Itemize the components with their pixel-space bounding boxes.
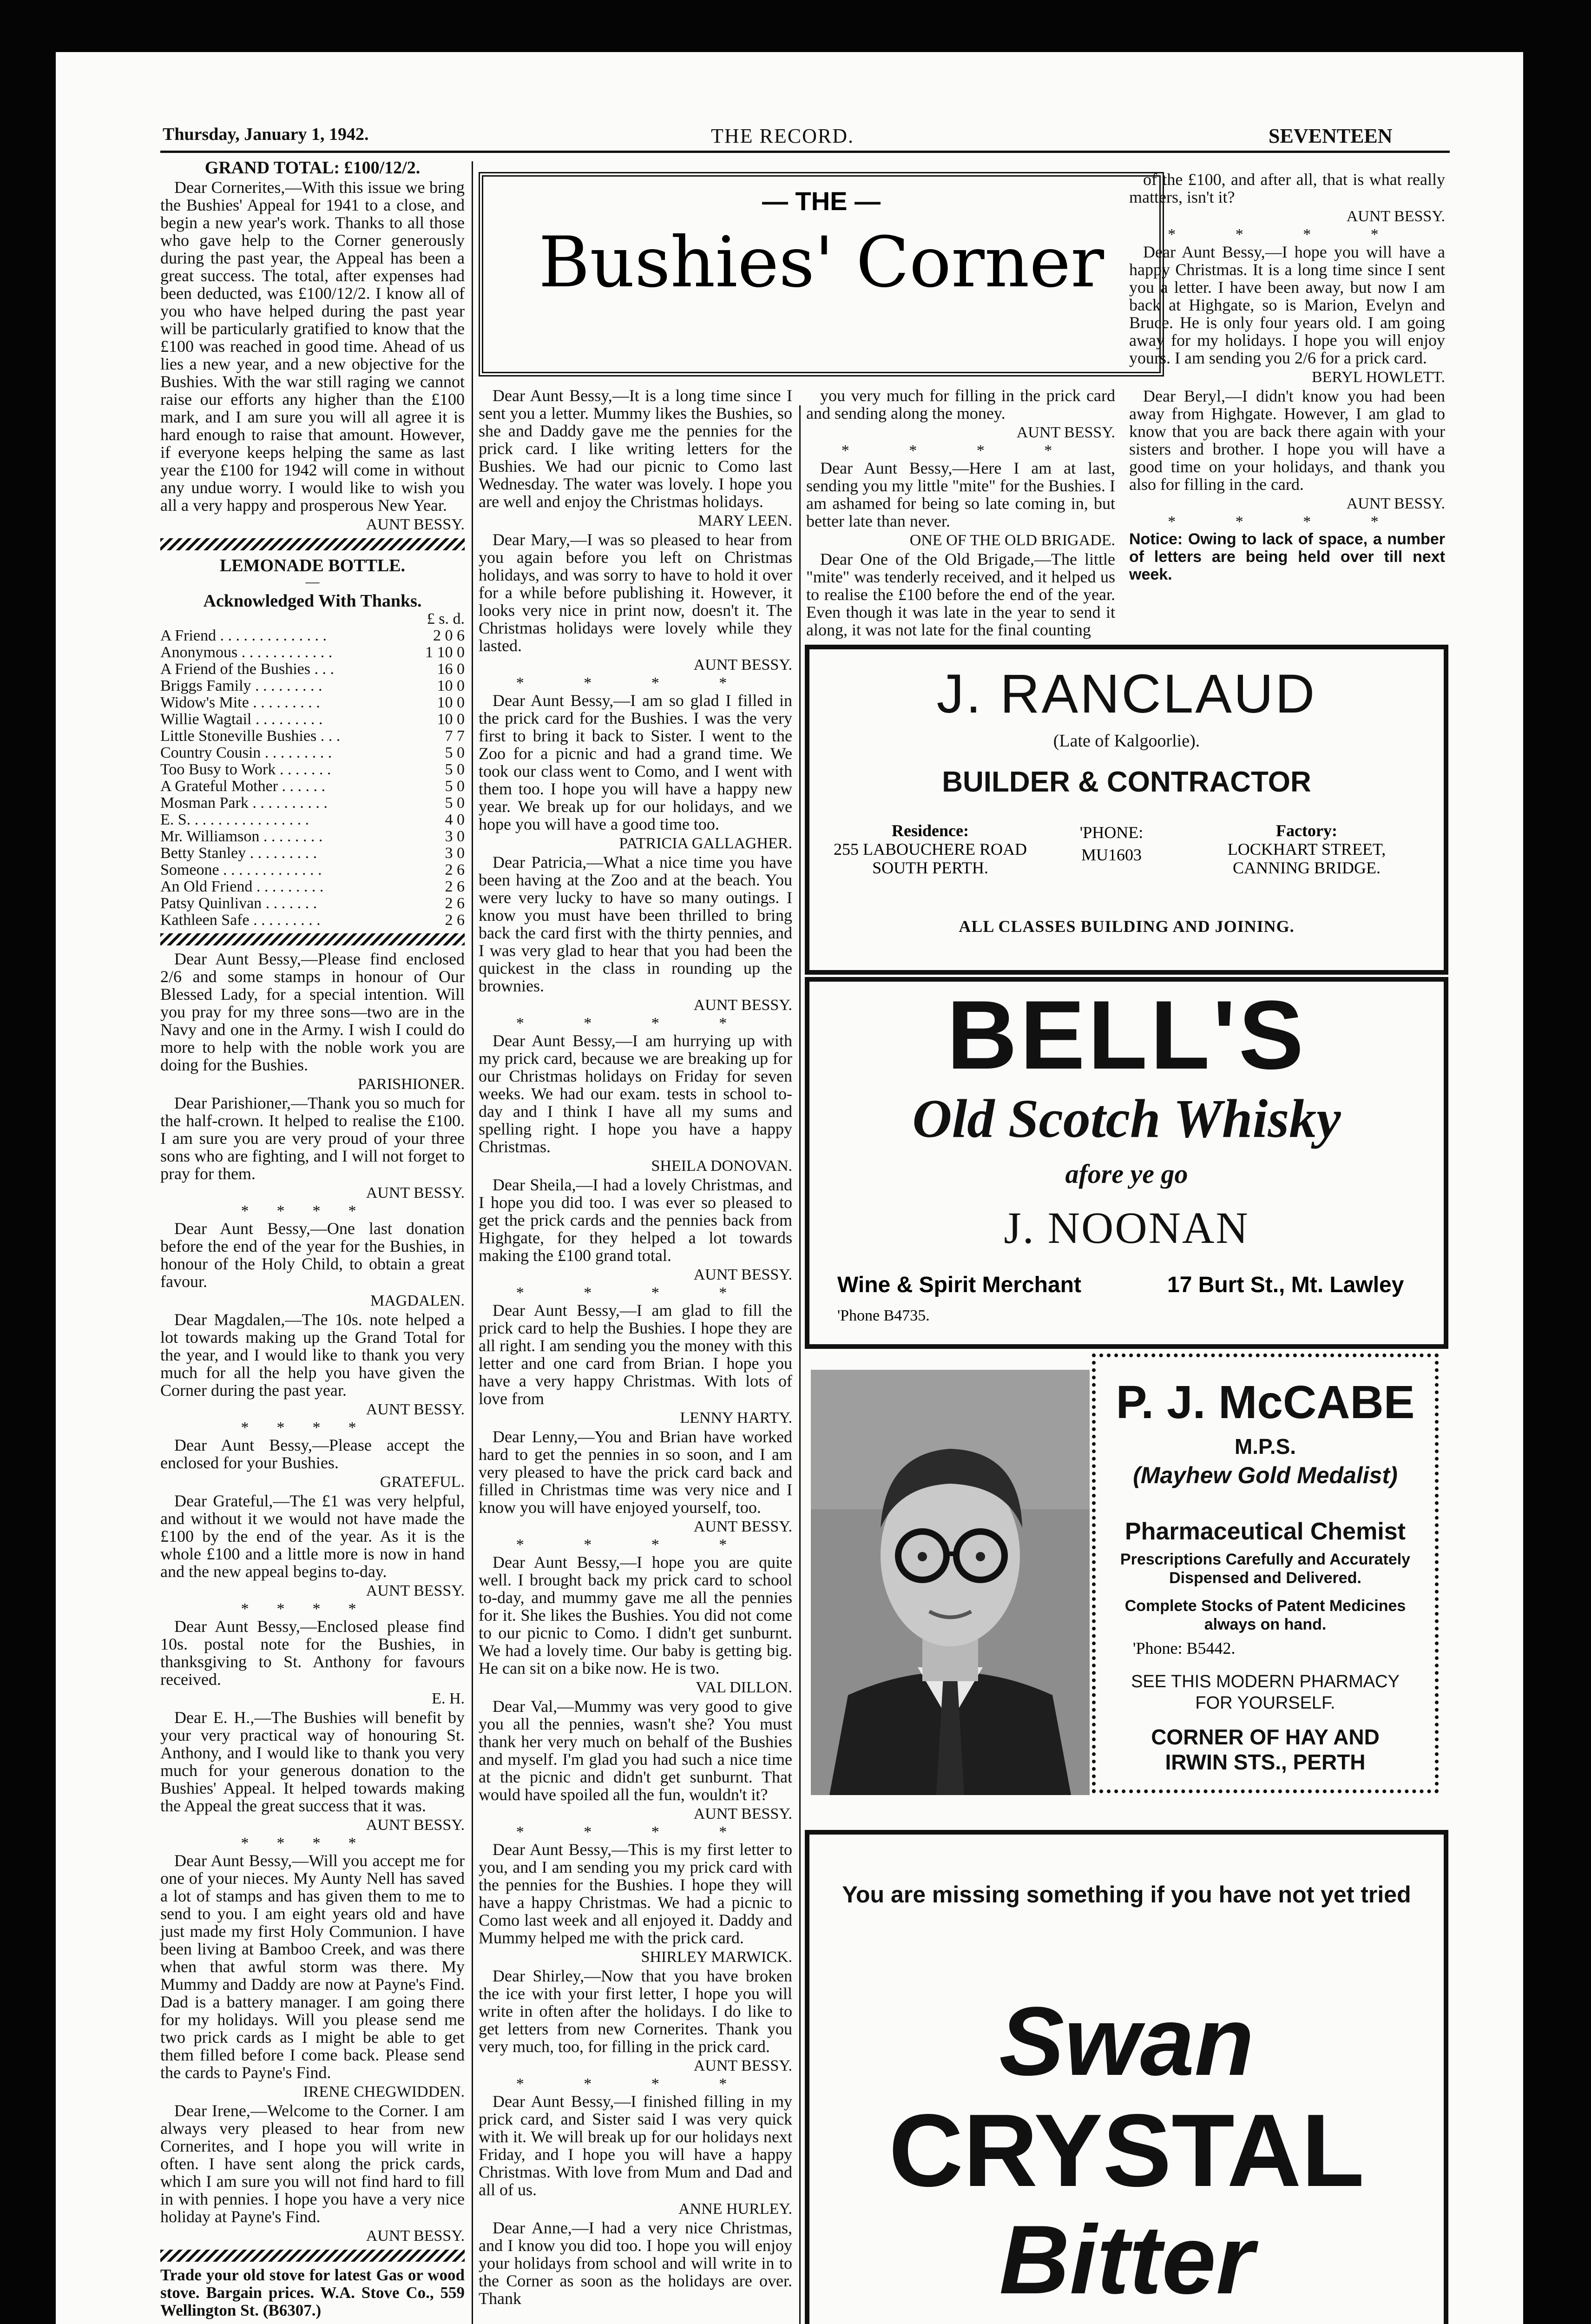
pharmacist-photo [811,1370,1090,1795]
space-notice: Notice: Owing to lack of space, a number of letters are being held over till next week. [1129,530,1445,583]
reply: Dear Magdalen,—The 10s. note helped a lot towards making up the Grand Total for the year, and I would like to thank you very much for all the help you have given the Corner during the past year. [160,1310,465,1400]
grand-total: GRAND TOTAL: £100/12/2. [204,158,421,178]
signature: AUNT BESSY. [366,2227,465,2245]
star-separator: * * * * [1168,513,1407,530]
signature: AUNT BESSY. [693,1805,792,1822]
bells-phone: 'Phone B4735. [837,1307,930,1324]
signature: LENNY HARTY. [680,1409,792,1426]
letter: Dear Aunt Bessy,—It is a long time since I sent you a letter. Mummy likes the Bushies, so she and Daddy gave me the pennies for the prick card. I like writing letters for the Bushies. We had our picnic to Como last Wednesday. The water was lovely. I hope you are well and enjoy the Christmas holidays. [479,386,792,511]
letter: Dear Val,—Mummy was very good to give you all the pennies, wasn't she? You must thank her very much on behalf of the Bushies and myself. I'm glad you had such a nice time at the picnic and didn't get sunburnt. That would have spoiled all the fun, wouldn't it? [479,1697,792,1804]
donor-name: Willie Wagtail . . . . . . . . . [160,711,323,728]
letter: Dear Aunt Bessy,—I hope you will have a happy Christmas. It is a long time since I sent you a letter. I have been away, but now I am back at Highgate, so is Marion, Evelyn and Bruce. He is only four years old. I am going away for my holidays. I hope you will enjoy yours. I am sending you 2/6 for a prick card. [1129,243,1445,367]
donor-name: An Old Friend . . . . . . . . . [160,878,324,895]
bitter-word: Bitter [999,2205,1254,2314]
donor-name: E. S. . . . . . . . . . . . . . . . [160,811,309,828]
acknowledged-heading: Acknowledged With Thanks. [203,591,422,611]
donations-list [160,627,465,929]
reply: Dear Irene,—Welcome to the Corner. I am always very pleased to hear from new Cornerites, and I hope you will write in often. I have sent along the prick cards, which I am sure you will not find hard to fill in with pennies. I hope you have a very nice holiday at Payne's Find. [160,2101,465,2226]
donation-amount: 3 0 [445,828,465,845]
star-separator: * * * * [516,674,755,692]
bells-product: Old Scotch Whisky [912,1088,1341,1149]
donation-row [160,644,465,661]
star-separator: **** [241,1600,384,1618]
letter: Dear Mary,—I was so pleased to hear from you again before you left on Christmas holidays, and was sorry to have to hold it over for a while before publishing it. However, it looks very nice in print now, doesn't it. The Christmas holidays were lovely while they lasted. [479,530,792,655]
donation-amount: 2 6 [445,861,465,878]
bells-advert [805,977,1448,1349]
ranclaud-name: J. RANCLAUD [936,663,1317,725]
reply: Dear E. H.,—The Bushies will benefit by your very practical way of honouring St. Anthony, and I would like to thank you very much for your generous donation to the Bushies' Appeal. It helped towards making the Appeal the great success that it was. [160,1708,465,1815]
letter: Dear Aunt Bessy,—Will you accept me for one of your nieces. My Aunty Nell has saved a lot of stamps and has given them to me to send to you. I am eight years old and have just made my first Holy Communion. I have been living at Bamboo Creek, and was there when that awful storm was there. My Mummy and Daddy are now at Payne's Find. Dad is a battery manager. I am going there for my holidays. Will you please send me two prick cards as I might be able to get them filled before I come back. Please send the cards to Payne's Find. [160,1851,465,2082]
letter: Dear Patricia,—What a nice time you have been having at the Zoo and at the beach. You were very lucky to have so many outings. I know you must have been thrilled to bring back the card first with the thirty pennies, and I was very glad to hear that you had been the quickest in the class in rounding up the brownies. [479,853,792,995]
donation-amount: 2 6 [445,895,465,912]
signature: GRATEFUL. [380,1473,465,1491]
letter: of the £100, and after all, that is what really matters, isn't it? [1129,170,1445,206]
star-separator: * * * * [516,1536,755,1553]
donation-amount: 2 0 6 [433,627,465,644]
donation-amount: 2 6 [445,911,465,929]
donation-row [160,778,465,795]
dash-ornament: — [305,574,320,589]
donor-name: Betty Stanley . . . . . . . . . [160,845,317,862]
donor-name: Mosman Park . . . . . . . . . . [160,794,328,812]
donation-amount: 3 0 [445,845,465,862]
mccabe-text-box [1092,1353,1439,1793]
donor-name: A Friend . . . . . . . . . . . . . . [160,627,327,644]
lemonade-bottle-heading: LEMONADE BOTTLE. [219,556,406,575]
masthead-rule [160,151,1450,153]
donation-row [160,912,465,929]
bells-tagline: afore ye go [1065,1159,1188,1189]
letter: Dear Aunt Bessy,—Here I am at last, sending you my little "mite" for the Bushies. I am ashamed for being so late coming in, but better late than never. [806,459,1115,530]
signature: AUNT BESSY. [693,1266,792,1283]
paper-name: THE RECORD. [711,125,854,147]
donor-name: Kathleen Safe . . . . . . . . . [160,911,321,929]
letter: Dear Aunt Bessy,—I am glad to fill the prick card to help the Bushies. I hope they are all right. I am sending you the money with this letter and one card from Brian. I hope you have a very happy Christmas. With lots of love from [479,1301,792,1408]
letter: Dear Aunt Bessy,—One last donation before the end of the year for the Bushies, in honour of the Holy Child, to obtain a great favour. [160,1219,465,1291]
donation-amount: 2 6 [445,878,465,895]
donation-amount: 5 0 [445,744,465,761]
signature: AUNT BESSY. [366,1816,465,1834]
swan-advert [805,1830,1448,2324]
letter: Dear Aunt Bessy,—This is my first letter to you, and I am sending you my prick card with the pennies for the Bushies. I hope they will have a happy Christmas. We had a picnic to Como last week and all enjoyed it. Daddy and Mummy helped me with the prick card. [479,1840,792,1947]
reply: Dear Parishioner,—Thank you so much for the half-crown. It helped to realise the £100. I am sure you are very proud of your three sons who are fighting, and I will not forget to pray for them. [160,1094,465,1183]
donation-row [160,862,465,878]
column-3 [806,387,1115,640]
signature: PATRICIA GALLAGHER. [619,835,792,852]
bells-merchant: Wine & Spirit Merchant [837,1273,1081,1297]
donation-amount: 5 0 [445,794,465,812]
column-2 [479,387,792,2309]
donation-amount: 10 0 [437,677,465,694]
donation-row [160,761,465,778]
letter: Dear Anne,—I had a very nice Christmas, and I know you did too. I hope you will enjoy your holidays from school and will write in to the Corner as soon as the holidays are over. Thank [479,2218,792,2308]
ranclaud-residence: Residence: 255 LABOUCHERE ROAD SOUTH PERTH. [833,821,1027,877]
ranclaud-advert [805,645,1448,975]
letter: Dear Aunt Bessy,—I finished filling in my prick card, and Sister said I was very quick with it. We will break up for our holidays next Friday, and I hope you will have a happy Christmas. With love from Mum and Dad and all of us. [479,2092,792,2199]
signature: AUNT BESSY. [366,1184,465,1202]
donation-amount: 10 0 [437,711,465,728]
letter: Dear One of the Old Brigade,—The little "mite" was tenderly received, and it helped us to realise the £100 before the end of the year. Even though it was late in the year to send it along, it was not late for the final counting [806,550,1115,639]
mccabe-phone: 'Phone: B5442. [1133,1639,1236,1657]
signature: AUNT BESSY. [693,997,792,1014]
signature: PARISHIONER. [357,1076,465,1093]
page-number: SEVENTEEN [1269,125,1393,147]
ranclaud-phone: 'PHONE: MU1603 [1079,823,1144,864]
donation-amount: 10 0 [437,694,465,711]
star-separator: **** [241,1835,384,1852]
donation-amount: 1 10 0 [425,644,465,661]
signature: AUNT BESSY. [1016,424,1115,441]
signature: AUNT BESSY. [366,516,465,533]
star-separator: * * * * [841,442,1080,459]
star-separator: * * * * [1168,226,1407,243]
issue-date: Thursday, January 1, 1942. [163,125,369,144]
donation-row [160,694,465,711]
letter: Dear Lenny,—You and Brian have worked hard to get the pennies in so soon, and I am very pleased to have the prick card back and filled in Christmas time was very nice and I know you will have enjoyed yourself, too. [479,1427,792,1517]
column-1 [160,159,465,2319]
column-4 [1129,171,1445,583]
signature: VAL DILLON. [696,1679,792,1696]
intro-letter: Dear Cornerites,—With this issue we bring the Bushies' Appeal for 1941 to a close, and begin a new year's work. Thanks to all those who gave help to the Corner generously during the past year, the Appeal has been a great success. The total, after expenses had been deducted, was £100/12/2. I know all of you who have helped during the past year will be particularly gratified to know that the £100 was reached in good time. Ahead of us lies a new year, and a new objective for the Bushies. With the war still raging we cannot raise our efforts any higher than the £100 mark, and I am sure you will all agree it is hard enough to raise that amount. However, if everyone keeps helping the same as last year the £100 for 1942 will come in without any undue worry. I would like to wish you all a very happy and prosperous New Year. [160,178,465,515]
mccabe-name: P. J. McCABE [1116,1376,1415,1428]
signature: MARY LEEN. [698,512,792,529]
donation-row [160,711,465,728]
donor-name: Little Stoneville Bushies . . . [160,727,341,745]
donation-row [160,795,465,812]
signature: AUNT BESSY. [693,1518,792,1535]
column-divider [472,161,473,2324]
signature: AUNT BESSY. [1346,208,1445,225]
star-separator: * * * * [516,2075,755,2093]
mccabe-stocks: Complete Stocks of Patent Medicines always on hand. [1124,1597,1406,1633]
letter: Dear Aunt Bessy,—I am hurrying up with my prick card, because we are breaking up for our Christmas holidays on Friday for seven weeks. We had our exam. tests in school to-day and I think I have all my sums and spelling right. I hope you have a happy Christmas. [479,1031,792,1156]
ranclaud-factory: Factory: LOCKHART STREET, CANNING BRIDGE. [1227,821,1386,877]
portrait-illustration [811,1370,1090,1795]
signature: AUNT BESSY. [366,1401,465,1418]
letter: Dear Aunt Bessy,—Please find enclosed 2/6 and some stamps in honour of Our Blessed Lady, for a special intention. Will you pray for my three sons—two are in the Navy and one in the Army. I wish I could do more to help with the noble work you are doing for the Bushies. [160,950,465,1074]
donation-amount: 4 0 [445,811,465,828]
ranclaud-trade: BUILDER & CONTRACTOR [942,766,1311,798]
letter: Dear Aunt Bessy,—I am so glad I filled in the prick card for the Bushies. I was the very first to bring it back to Sister. I went to the Zoo for a picnic and had a grand time. We took our class went to Como, and I went with them too. I hope you will have a happy new year. We break up for our holidays, and we hope you will have a good time too. [479,691,792,833]
donor-name: A Grateful Mother . . . . . . [160,778,326,795]
mccabe-medal: (Mayhew Gold Medalist) [1133,1462,1398,1488]
signature: MAGDALEN. [370,1292,465,1309]
letter: Dear Aunt Bessy,—Enclosed please find 10s. postal note for the Bushies, in thanksgiving to St. Anthony for favours received. [160,1617,465,1689]
donation-row [160,828,465,845]
ornamental-divider [160,538,465,550]
mccabe-advert [811,1353,1443,1795]
donor-name: A Friend of the Bushies . . . [160,660,334,678]
donor-name: Country Cousin . . . . . . . . . [160,744,332,761]
donor-name: Anonymous . . . . . . . . . . . . [160,644,333,661]
mccabe-see: SEE THIS MODERN PHARMACY FOR YOURSELF. [1131,1672,1400,1713]
ranclaud-late: (Late of Kalgoorlie). [1053,731,1200,751]
mccabe-prescriptions: Prescriptions Carefully and Accurately Dispensed and Delivered. [1120,1551,1411,1587]
donor-name: Mr. Williamson . . . . . . . . [160,828,323,845]
mccabe-mps: M.P.S. [1234,1434,1296,1459]
donation-row [160,878,465,895]
header-the: — THE — [762,186,881,216]
donor-name: Briggs Family . . . . . . . . . [160,677,322,694]
donation-row [160,895,465,912]
ornamental-divider [160,933,465,945]
letter: Dear Sheila,—I had a lovely Christmas, and I hope you did too. I was ever so pleased to get the prick cards and the pennies back from Highgate, for they helped a lot towards making the £100 grand total. [479,1175,792,1265]
swan-word: Swan [999,1987,1254,2096]
signature: ONE OF THE OLD BRIGADE. [909,532,1115,549]
star-separator: * * * * [516,1823,755,1841]
donor-name: Patsy Quinlivan . . . . . . . [160,895,317,912]
mccabe-chemist: Pharmaceutical Chemist [1124,1518,1406,1545]
donation-amount: 7 7 [445,727,465,745]
signature: BERYL HOWLETT. [1311,369,1445,386]
signature: ANNE HURLEY. [678,2200,792,2218]
ornamental-divider [160,2250,465,2262]
swan-top-line: You are missing something if you have not yet tried [842,1882,1411,1908]
star-separator: **** [241,1202,384,1220]
donation-row [160,728,465,745]
bells-brand: BELL'S [947,980,1307,1089]
signature: IRENE CHEGWIDDEN. [303,2083,465,2100]
donation-row [160,661,465,678]
column-divider [799,405,801,2324]
stove-advert: Trade your old stove for latest Gas or wood stove. Bargain prices. W.A. Stove Co., 559 Wellington St. (B6307.) [160,2266,465,2319]
letter: Dear Beryl,—I didn't know you had been away from Highgate. However, I am glad to know that you are back there again with your sisters and brother. I hope you will have a good time on your holidays, and thank you also for filling in the card. [1129,387,1445,494]
donation-row [160,678,465,694]
signature: E. H. [432,1690,465,1707]
mccabe-address: CORNER OF HAY AND IRWIN STS., PERTH [1151,1725,1380,1774]
bells-address: 17 Burt St., Mt. Lawley [1167,1273,1404,1297]
star-separator: **** [241,1419,384,1436]
signature: AUNT BESSY. [693,656,792,673]
letter: you very much for filling in the prick card and sending along the money. [806,386,1115,423]
letter: Dear Aunt Bessy,—Please accept the enclosed for your Bushies. [160,1436,465,1472]
crystal-word: CRYSTAL [888,2093,1365,2208]
donor-name: Widow's Mite . . . . . . . . . [160,694,320,711]
signature: AUNT BESSY. [366,1582,465,1599]
donation-row [160,627,465,644]
reply: Dear Grateful,—The £1 was very helpful, and without it we would not have made the £100 by the end of the year. As it is the whole £100 and a little more is now in hand and the new appeal begins to-day. [160,1492,465,1581]
donation-row [160,845,465,862]
donation-amount: 16 0 [437,660,465,678]
header-title: Bushies' Corner [539,222,1104,303]
ranclaud-footer: ALL CLASSES BUILDING AND JOINING. [959,917,1295,936]
donation-amount: 5 0 [445,778,465,795]
donation-amount: 5 0 [445,761,465,778]
newspaper-page [56,52,1523,2324]
donation-row [160,745,465,761]
donation-row [160,812,465,828]
signature: SHEILA DONOVAN. [651,1157,792,1175]
letter: Dear Aunt Bessy,—I hope you are quite well. I brought back my prick card to school to-day, and mummy gave me all the pennies for it. She likes the Bushies. You did not come to our picnic to Como. I didn't get sunburnt. We had a lovely time. Our baby is getting big. He can sit on a bike now. He is two. [479,1553,792,1677]
signature: AUNT BESSY. [1346,495,1445,512]
signature: SHIRLEY MARWICK. [641,1948,792,1966]
money-columns-head: £ s. d. [427,610,465,627]
star-separator: * * * * [516,1015,755,1032]
donor-name: Someone . . . . . . . . . . . . . [160,861,322,878]
bells-seller: J. NOONAN [1004,1203,1249,1253]
signature: AUNT BESSY. [693,2057,792,2074]
bushies-corner-header [479,172,1164,376]
star-separator: * * * * [516,1284,755,1301]
donor-name: Too Busy to Work . . . . . . . [160,761,331,778]
letter: Dear Shirley,—Now that you have broken the ice with your first letter, I hope you will write in often after the holidays. I do like to get letters from new Cornerites. Thank you very much, too, for filling in the prick card. [479,1967,792,2056]
